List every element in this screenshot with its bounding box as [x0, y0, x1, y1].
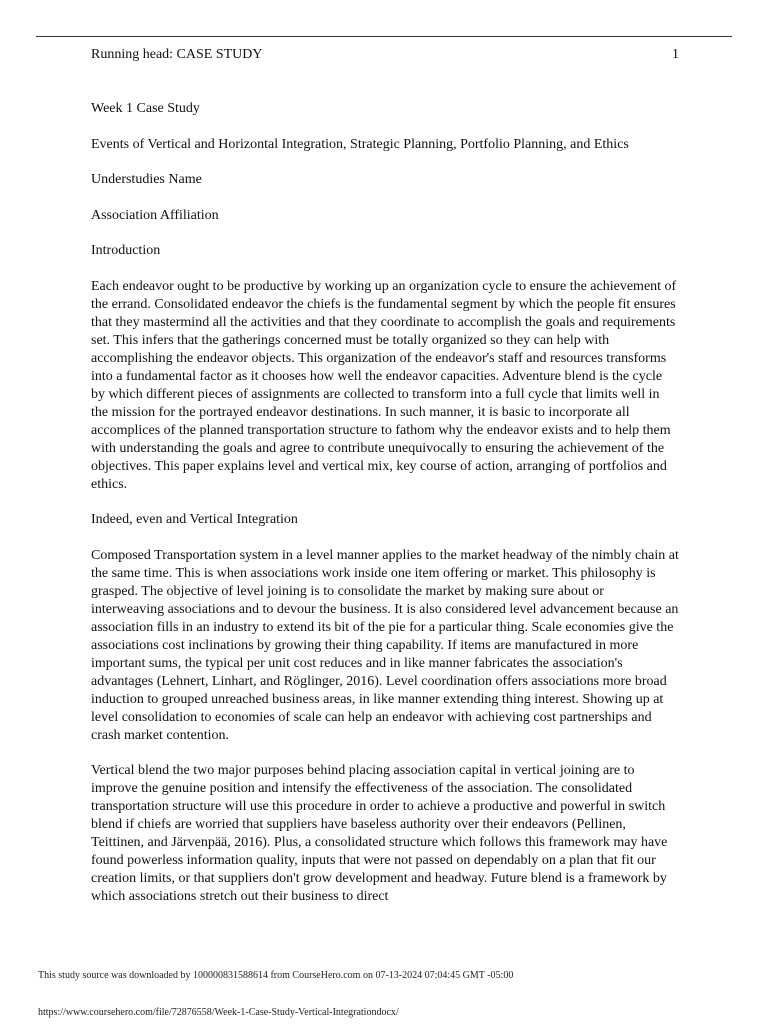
section-heading: Indeed, even and Vertical Integration: [91, 512, 298, 527]
download-note: This study source was downloaded by 100000831588614 from CourseHero.com on 07-13-2024 07:04:45 GMT -05:00: [38, 970, 514, 981]
paper-title: Events of Vertical and Horizontal Integration, Strategic Planning, Portfolio Planning, and Ethics: [91, 136, 629, 152]
header-rule: [36, 36, 732, 37]
intro-heading: Introduction: [91, 243, 161, 258]
title-block: [91, 100, 679, 260]
vertical-integration-paragraph: Vertical blend the two major purposes behind placing association capital in vertical joining are to improve the genuine position and intensify the effectiveness of the association. The consolidated transportation structure will use this procedure in order to achieve a productive and powerful in switch blend if chiefs are worried that suppliers have baseless authority over their endeavors (Pellinen, Teittinen, and Järvenpää, 2016). Plus, a consolidated structure which follows this framework may have found powerless information quality, inputs that were not passed on dependably on a plan that fit our creation limits, or that suppliers don't grow development and headway. Future blend is a framework by which associations stretch out their business to direct: [91, 763, 668, 904]
page-number: 1: [672, 47, 679, 62]
intro-paragraph: Each endeavor ought to be productive by working up an organization cycle to ensure the achievement of the errand. Consolidated endeavor the chiefs is the fundamental segment by which the people fit ensures that they mastermind all the activities and that they coordinate to accomplish the goals and requirements set. This infers that the gatherings concerned must be totally organized so they can help with accomplishing the endeavor objects. This organization of the endeavor's staff and resources transforms into a fundamental factor as it chooses how well the endeavor capacities. Adventure blend is the cycle by which different pieces of assignments are collected to transform into a full cycle that limits well in the mission for the portrayed endeavor destinations. In such manner, it is basic to incorporate all accomplices of the planned transportation structure to fathom why the endeavor exists and to help them with understanding the goals and agree to contribute unequivocally to ensuring the achievement of the objectives. This paper explains level and vertical mix, key course of action, arranging of portfolios and ethics.: [91, 278, 677, 492]
week-label: Week 1 Case Study: [91, 101, 200, 116]
document-page: [91, 46, 679, 924]
horizontal-integration-paragraph: Composed Transportation system in a level manner applies to the market headway of the nimbly chain at the same time. This is when associations work inside one item offering or market. This philosophy is grasped. The objective of level joining is to consolidate the market by making sure about or interweaving associations and to devour the business. It is also considered level advancement because an association fills in an industry to extend its bit of the pie for a particular thing. Scale economies give the associations cost inclinations by growing their thing capability. If items are manufactured in more important sums, the typical per unit cost reduces and in like manner fabricates the association's advantages (Lehnert, Linhart, and Röglinger, 2016). Level coordination offers associations more broad induction to grouped unreached business areas, in like manner extending thing interest. Showing up at level consolidation to economies of scale can help an endeavor with achieving cost partnerships and crash market contention.: [91, 547, 679, 743]
page-header: [91, 46, 679, 66]
source-url[interactable]: https://www.coursehero.com/file/72876558/Week-1-Case-Study-Vertical-Integrationdocx/: [38, 1007, 399, 1018]
student-name: Understudies Name: [91, 172, 202, 187]
affiliation: Association Affiliation: [91, 207, 219, 223]
running-head: Running head: CASE STUDY: [91, 47, 263, 62]
